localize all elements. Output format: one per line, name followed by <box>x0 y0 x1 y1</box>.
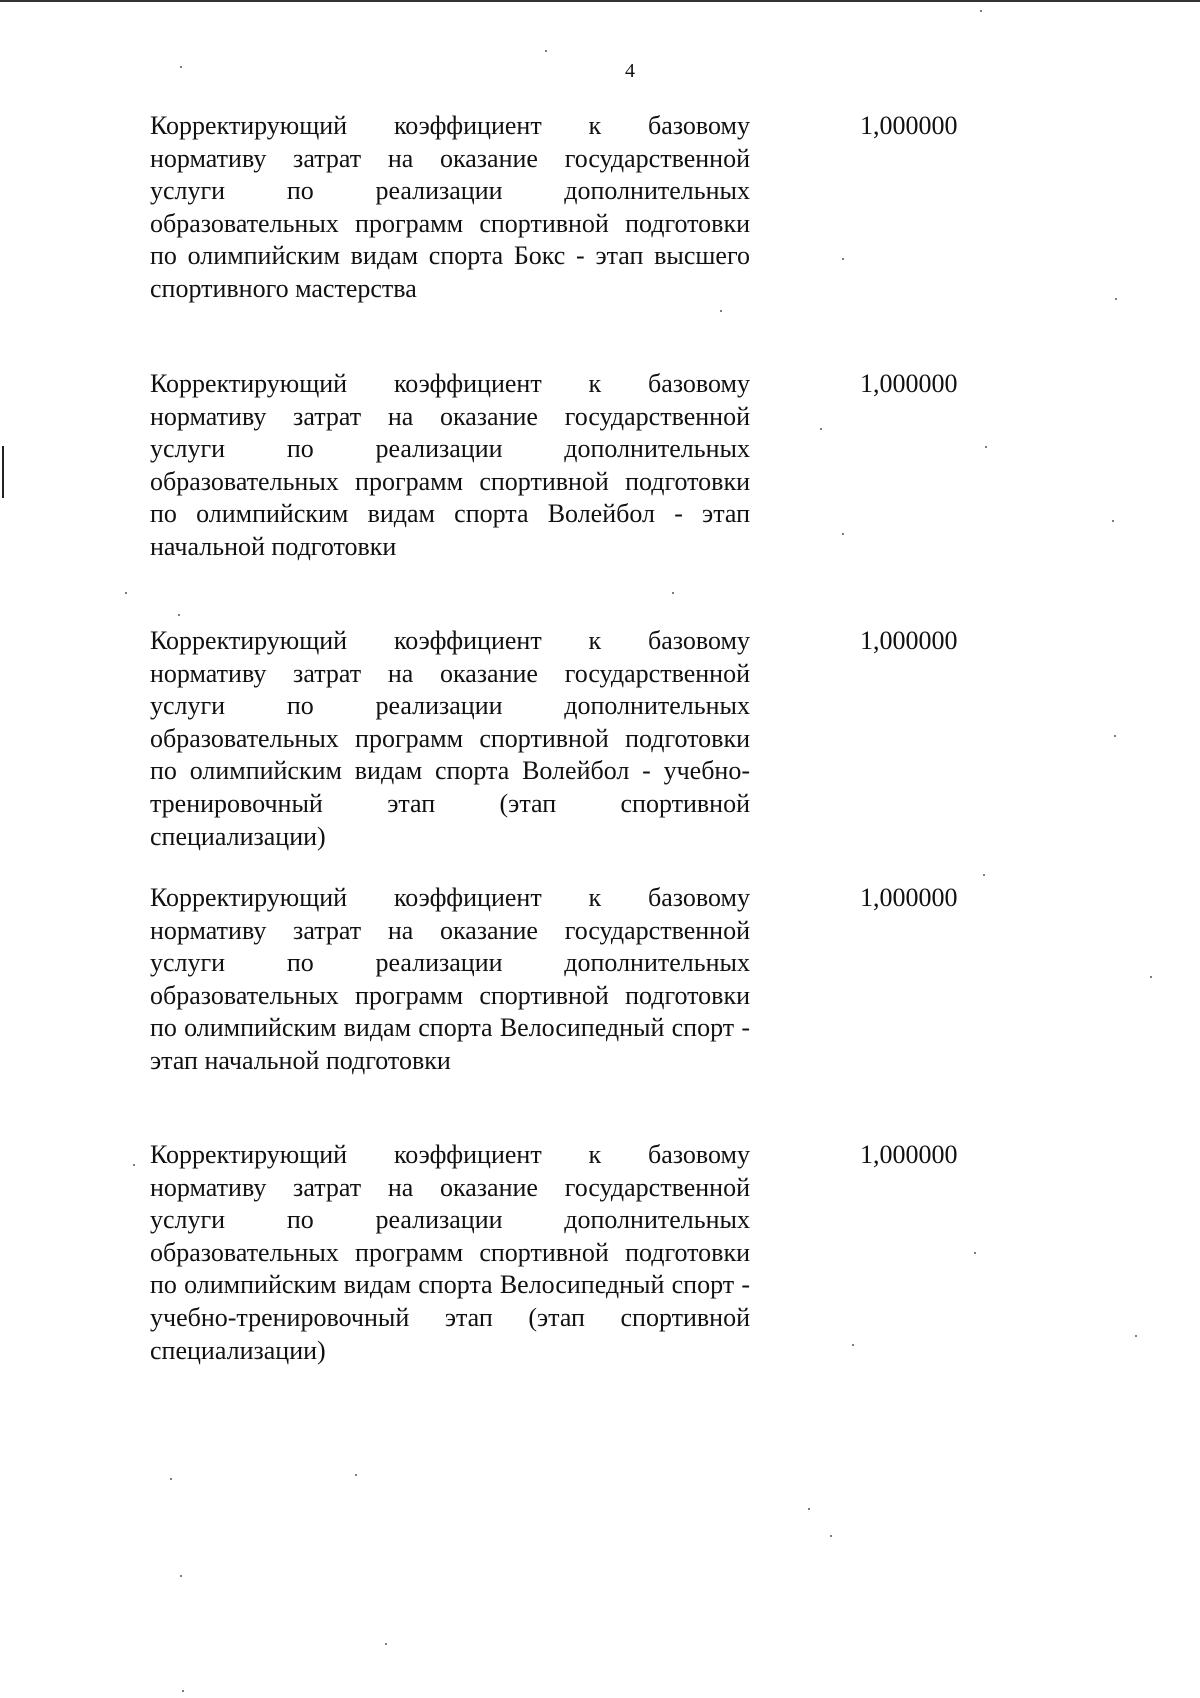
page-number: 4 <box>625 60 635 82</box>
entry-value: 1,000000 <box>860 626 958 655</box>
scan-speck <box>830 1535 832 1537</box>
entry-description: Корректирующий коэффициент к базовому нормативу затрат на оказание государственной услуги по реализации дополнительных образовательных программ спортивной подготовки по олимпийским видам спорта Волейбол - этап начальной подготовки <box>150 369 750 561</box>
scan-speck <box>1150 976 1152 978</box>
scan-speck <box>820 428 822 430</box>
scan-speck <box>980 10 982 12</box>
scan-speck <box>985 446 987 448</box>
entry-value: 1,000000 <box>860 883 958 912</box>
scan-speck <box>842 258 844 260</box>
entry-description: Корректирующий коэффициент к базовому нормативу затрат на оказание государственной услуги по реализации дополнительных образовательных программ спортивной подготовки по олимпийским видам спорта Бокс - этап высшего спортивного мастерства <box>150 111 750 303</box>
scan-speck <box>720 310 722 312</box>
scan-speck <box>180 1575 182 1577</box>
entry-description: Корректирующий коэффициент к базовому нормативу затрат на оказание государственной услуги по реализации дополнительных образовательных программ спортивной подготовки по олимпийским видам спорта Велосипедный спорт - этап начальной подготовки <box>150 883 750 1075</box>
scan-speck <box>1135 1335 1137 1337</box>
entry-description: Корректирующий коэффициент к базовому нормативу затрат на оказание государственной услуги по реализации дополнительных образовательных программ спортивной подготовки по олимпийским видам спорта Велосипедный спорт - учебно-тренировочный этап (этап спортивной специализации) <box>150 1140 750 1365</box>
scan-speck <box>170 1478 172 1480</box>
scan-speck <box>1112 520 1114 522</box>
scan-speck <box>355 1474 357 1476</box>
scan-margin-mark <box>2 446 4 498</box>
scan-speck <box>672 592 674 594</box>
scan-speck <box>852 1344 854 1346</box>
scan-speck <box>182 1690 184 1692</box>
entry-value: 1,000000 <box>860 111 958 140</box>
scan-speck <box>974 1252 976 1254</box>
scan-speck <box>385 1643 387 1645</box>
entry-value: 1,000000 <box>860 1140 958 1169</box>
scan-speck <box>545 50 547 52</box>
entry-description: Корректирующий коэффициент к базовому нормативу затрат на оказание государственной услуги по реализации дополнительных образовательных программ спортивной подготовки по олимпийским видам спорта Волейбол - учебно-тренировочный этап (этап спортивной специализации) <box>150 626 750 851</box>
scan-speck <box>1114 735 1116 737</box>
scan-speck <box>808 1508 810 1510</box>
scan-speck <box>133 1164 135 1166</box>
scan-speck <box>180 66 182 68</box>
scan-speck <box>125 592 127 594</box>
scan-speck <box>983 874 985 876</box>
entry-value: 1,000000 <box>860 369 958 398</box>
top-scan-edge <box>0 0 1200 2</box>
scan-speck <box>178 614 180 616</box>
scan-speck <box>842 533 844 535</box>
scan-speck <box>1115 298 1117 300</box>
